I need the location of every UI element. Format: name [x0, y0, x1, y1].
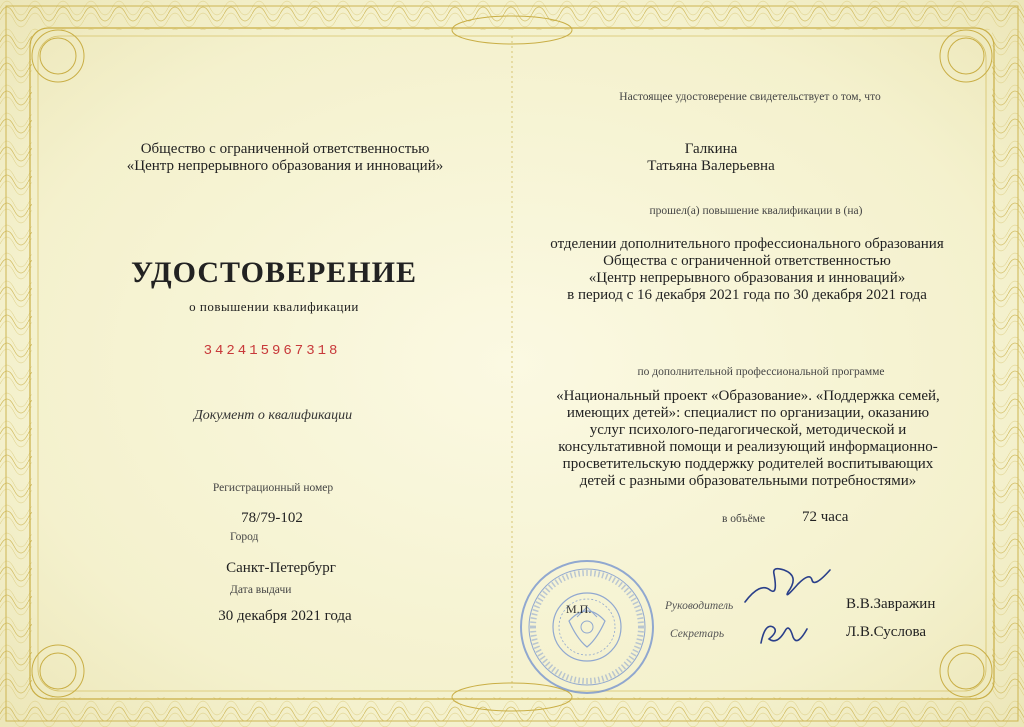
stamp-label: М.П. [566, 602, 592, 616]
city: Санкт-Петербург [226, 560, 336, 576]
institution-line: отделении дополнительного профессионального образования [550, 236, 944, 252]
program-line: детей с разными образовательными потребностями» [579, 473, 917, 489]
program-label: по дополнительной профессиональной программе [637, 366, 885, 378]
program-line: имеющих детей»: специалист по организации, оказанию [566, 405, 930, 421]
period-line: в период с 16 декабря 2021 года по 30 декабря 2021 года [567, 287, 927, 303]
program-line: консультативной помощи и реализующий информационно- [558, 439, 938, 455]
holder-name [647, 141, 775, 175]
registration-number: 78/79-102 [241, 510, 303, 526]
head-signature-icon [740, 562, 840, 607]
secretary-name: Л.В.Суслова [846, 624, 926, 640]
head-label: Руководитель [665, 600, 734, 612]
head-name: В.В.Завражин [846, 596, 936, 612]
program-line: услуг психолого-педагогической, методической и [589, 422, 907, 438]
holder-surname: Галкина [684, 141, 738, 157]
program-line: «Национальный проект «Образование». «Поддержка семей, [556, 388, 940, 404]
secretary-label: Секретарь [670, 628, 725, 640]
document-subtitle: о повышении квалификации [189, 299, 359, 314]
official-seal-icon [517, 557, 657, 697]
certify-text: Настоящее удостоверение свидетельствует о том, что [619, 91, 881, 103]
program-line: просветительскую поддержку родителей воспитывающих [562, 456, 934, 472]
issue-date-label: Дата выдачи [230, 584, 292, 596]
secretary-signature-icon [755, 617, 815, 649]
institution-block [550, 236, 943, 304]
issuer-org [127, 141, 443, 175]
issuer-org-line: «Центр непрерывного образования и инноваций» [126, 158, 444, 174]
city-label: Город [230, 531, 259, 543]
holder-given-names: Татьяна Валерьевна [647, 158, 775, 174]
registration-label: Регистрационный номер [212, 482, 334, 494]
issuer-org-line: Общество с ограниченной ответственностью [140, 141, 430, 157]
program-title [556, 388, 940, 490]
institution-line: Общества с ограниченной ответственностью [603, 253, 891, 269]
serial-number: 342415967318 [203, 343, 341, 359]
volume-value: 72 часа [802, 509, 849, 525]
passed-text: прошел(а) повышение квалификации в (на) [649, 205, 863, 217]
document-title: УДОСТОВЕРЕНИЕ [131, 256, 417, 289]
volume-label: в объёме [722, 513, 766, 525]
institution-line: «Центр непрерывного образования и инноваций» [588, 270, 906, 286]
document-type: Документ о квалификации [193, 408, 353, 423]
issue-date: 30 декабря 2021 года [218, 608, 352, 624]
